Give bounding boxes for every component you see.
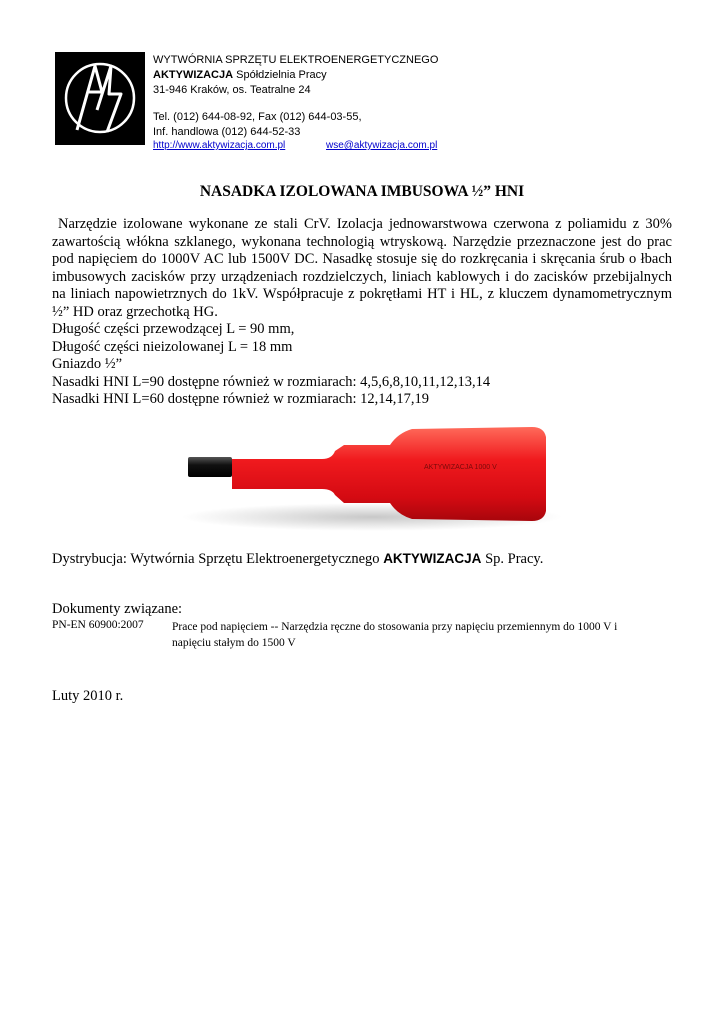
company-brand-line [153,68,438,83]
spec-line: Długość części przewodzącej L = 90 mm, [52,321,295,337]
company-address: 31-946 Kraków, os. Teatralne 24 [153,84,311,96]
email-link[interactable]: wse@aktywizacja.com.pl [326,140,438,151]
brand-name: AKTYWIZACJA [153,69,234,81]
description-paragraph: Narzędzie izolowane wykonane ze stali CrV. Izolacja jednowarstwowa czerwona z poliamidu z 30% zawartością włókna szklanego, wykonana technologią wtryskową. Narzędzie przeznaczone jest do prac pod napięciem do 1000V AC lub 1500V DC. Nasadkę stosuje się do rozkręcania i skręcania śrub o łbach imbusowych zacisków przy urządzeniach rozdzielczych, liniach kablowych i do zacisków przebijalnych na liniach napowietrznych do 1kV. Współpracuje z pokrętłami HT i HL, z kluczem dynamometrycznym ½” HD oraz grzechotką HG. [52,216,672,320]
document-date: Luty 2010 r. [52,688,124,704]
company-name: WYTWÓRNIA SPRZĘTU ELEKTROENERGETYCZNEGO [153,54,439,66]
contact-links [153,140,438,152]
company-logo [55,52,145,145]
spec-line: Nasadki HNI L=60 dostępne również w rozmiarach: 12,14,17,19 [52,391,430,407]
hex-bit [188,457,232,477]
logo-mark-icon [55,52,145,145]
spec-line: Nasadki HNI L=90 dostępne również w rozmiarach: 4,5,6,8,10,11,12,13,14 [52,373,491,390]
document-title: NASADKA IZOLOWANA IMBUSOWA ½” HNI [199,183,525,200]
company-sales-phone: Inf. handlowa (012) 644-52-33 [153,126,301,138]
website-link[interactable]: http://www.aktywizacja.com.pl [153,140,286,151]
distribution-company: AKTYWIZACJA [383,551,482,566]
sleeve-marking: AKTYWIZACJA 1000 V [424,464,497,471]
standard-code: PN-EN 60900:2007 [52,619,144,631]
related-documents-heading: Dokumenty związane: [52,601,183,617]
spec-line: Gniazdo ½” [52,356,123,372]
spec-line: Długość części nieizolowanej L = 18 mm [52,338,293,355]
letterhead [153,53,438,152]
product-description [52,216,672,409]
standard-description: Prace pod napięciem -- Narzędzia ręczne do stosowania przy napięciu przemiennym do 1000 V i napięciu stałym do 1500 V [172,621,618,649]
product-photo [172,415,562,535]
distribution-prefix: Dystrybucja: Wytwórnia Sprzętu Elektroenergetycznego [52,551,384,567]
company-phone: Tel. (012) 644-08-92, Fax (012) 644-03-55, [153,111,362,123]
brand-suffix: Spółdzielnia Pracy [233,69,327,81]
distribution-suffix: Sp. Pracy. [481,551,544,567]
distribution-line [52,551,543,568]
